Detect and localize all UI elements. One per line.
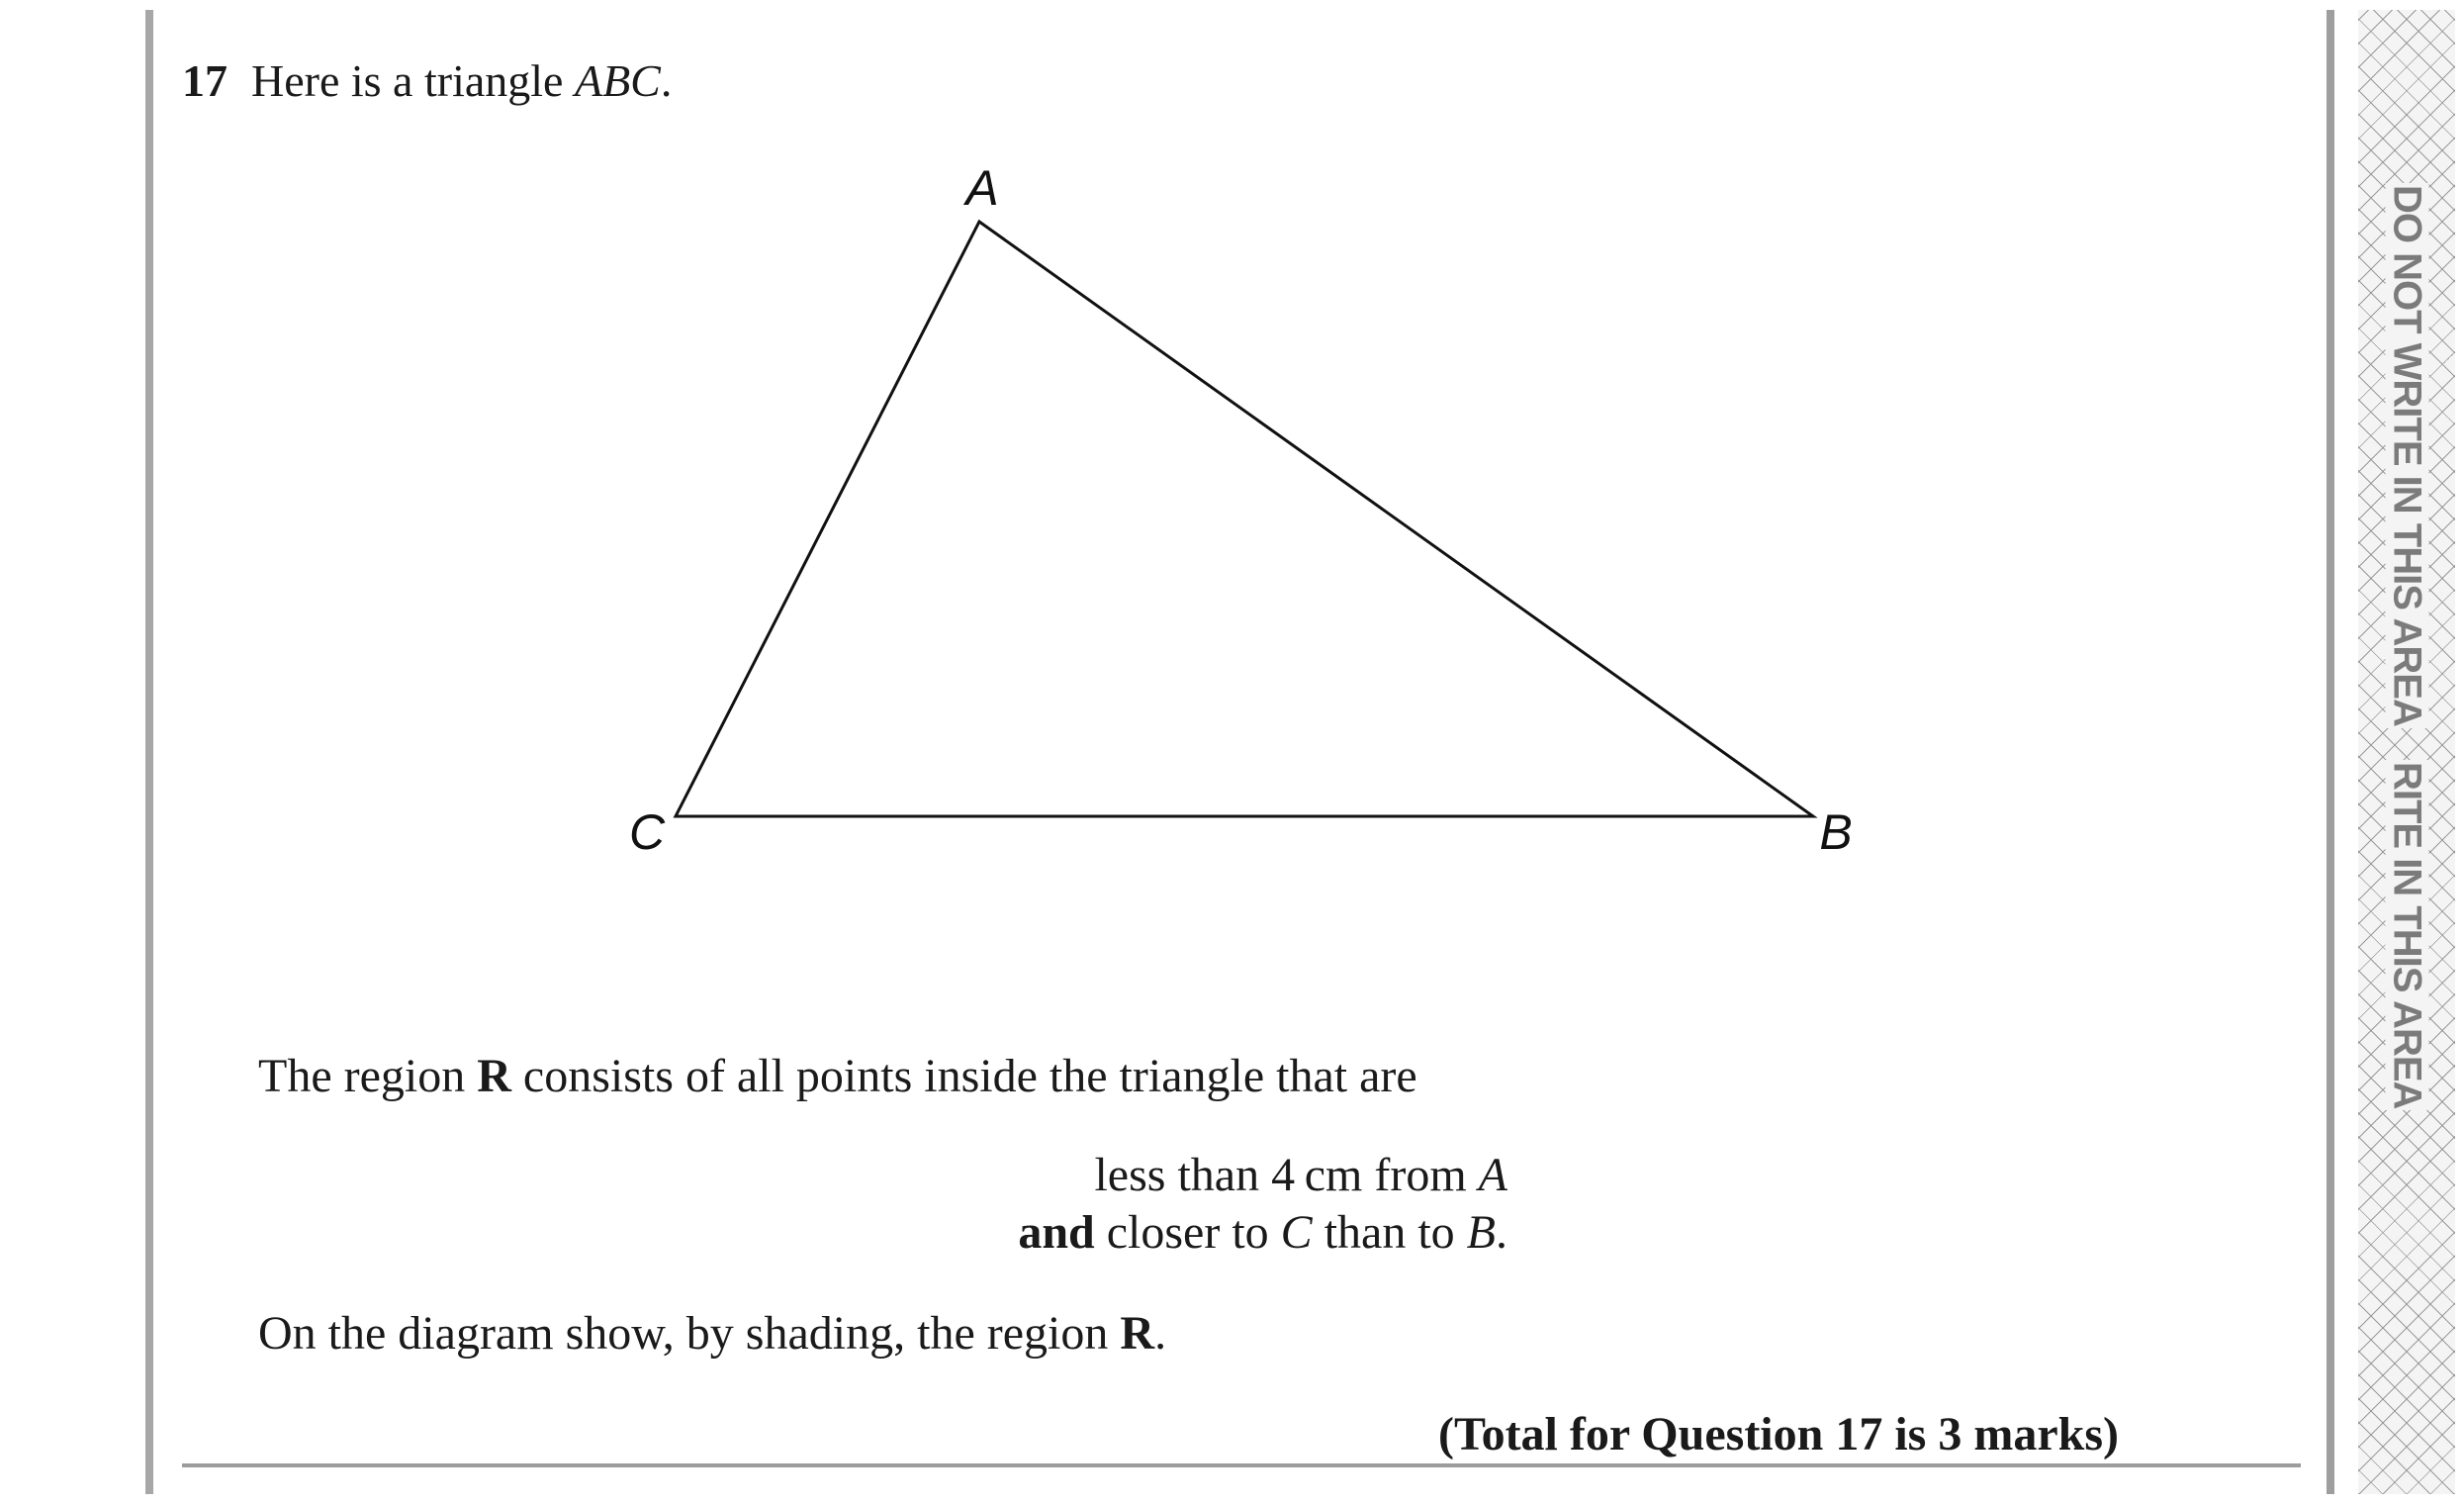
condition-closer-text: closer to — [1094, 1206, 1281, 1259]
condition-than-text: than to — [1312, 1206, 1467, 1259]
condition-closer — [1018, 1203, 1507, 1263]
condition-end: . — [1496, 1206, 1507, 1259]
shading-instruction-text: On the diagram show, by shading, the region — [258, 1307, 1121, 1360]
shading-instruction — [258, 1304, 1166, 1364]
condition-distance-point: A — [1478, 1149, 1507, 1201]
total-marks: (Total for Question 17 is 3 marks) — [1437, 1408, 2119, 1460]
region-label: R — [477, 1050, 511, 1102]
triangle-abc — [676, 222, 1813, 816]
vertex-label-b: B — [1819, 804, 1853, 860]
condition-point-b: B — [1466, 1206, 1496, 1259]
condition-point-c: C — [1280, 1206, 1313, 1259]
region-description-start: The region — [258, 1050, 478, 1102]
shading-instruction-end: . — [1154, 1307, 1167, 1360]
question-number: 17 — [182, 55, 228, 106]
question-intro: Here is a triangle — [251, 55, 575, 106]
condition-distance — [1094, 1146, 1507, 1205]
region-description — [258, 1047, 1417, 1106]
shading-region-label: R — [1120, 1307, 1155, 1360]
vertex-label-c: C — [628, 804, 666, 860]
do-not-write-text-partial: RITE IN THIS AREA — [2385, 761, 2429, 1109]
right-margin-bar — [2327, 10, 2334, 1494]
condition-and: and — [1018, 1206, 1095, 1259]
condition-distance-text: less than 4 cm from — [1094, 1149, 1479, 1201]
region-description-end: consists of all points inside the triangle that are — [510, 1050, 1417, 1102]
question-intro-end: . — [660, 55, 673, 106]
bottom-rule — [182, 1463, 2301, 1467]
vertex-label-a: A — [965, 160, 999, 216]
do-not-write-text: DO NOT WRITE IN THIS AREA — [2385, 185, 2429, 726]
triangle-name: ABC — [574, 55, 661, 106]
do-not-write-warning — [2385, 183, 2429, 1110]
